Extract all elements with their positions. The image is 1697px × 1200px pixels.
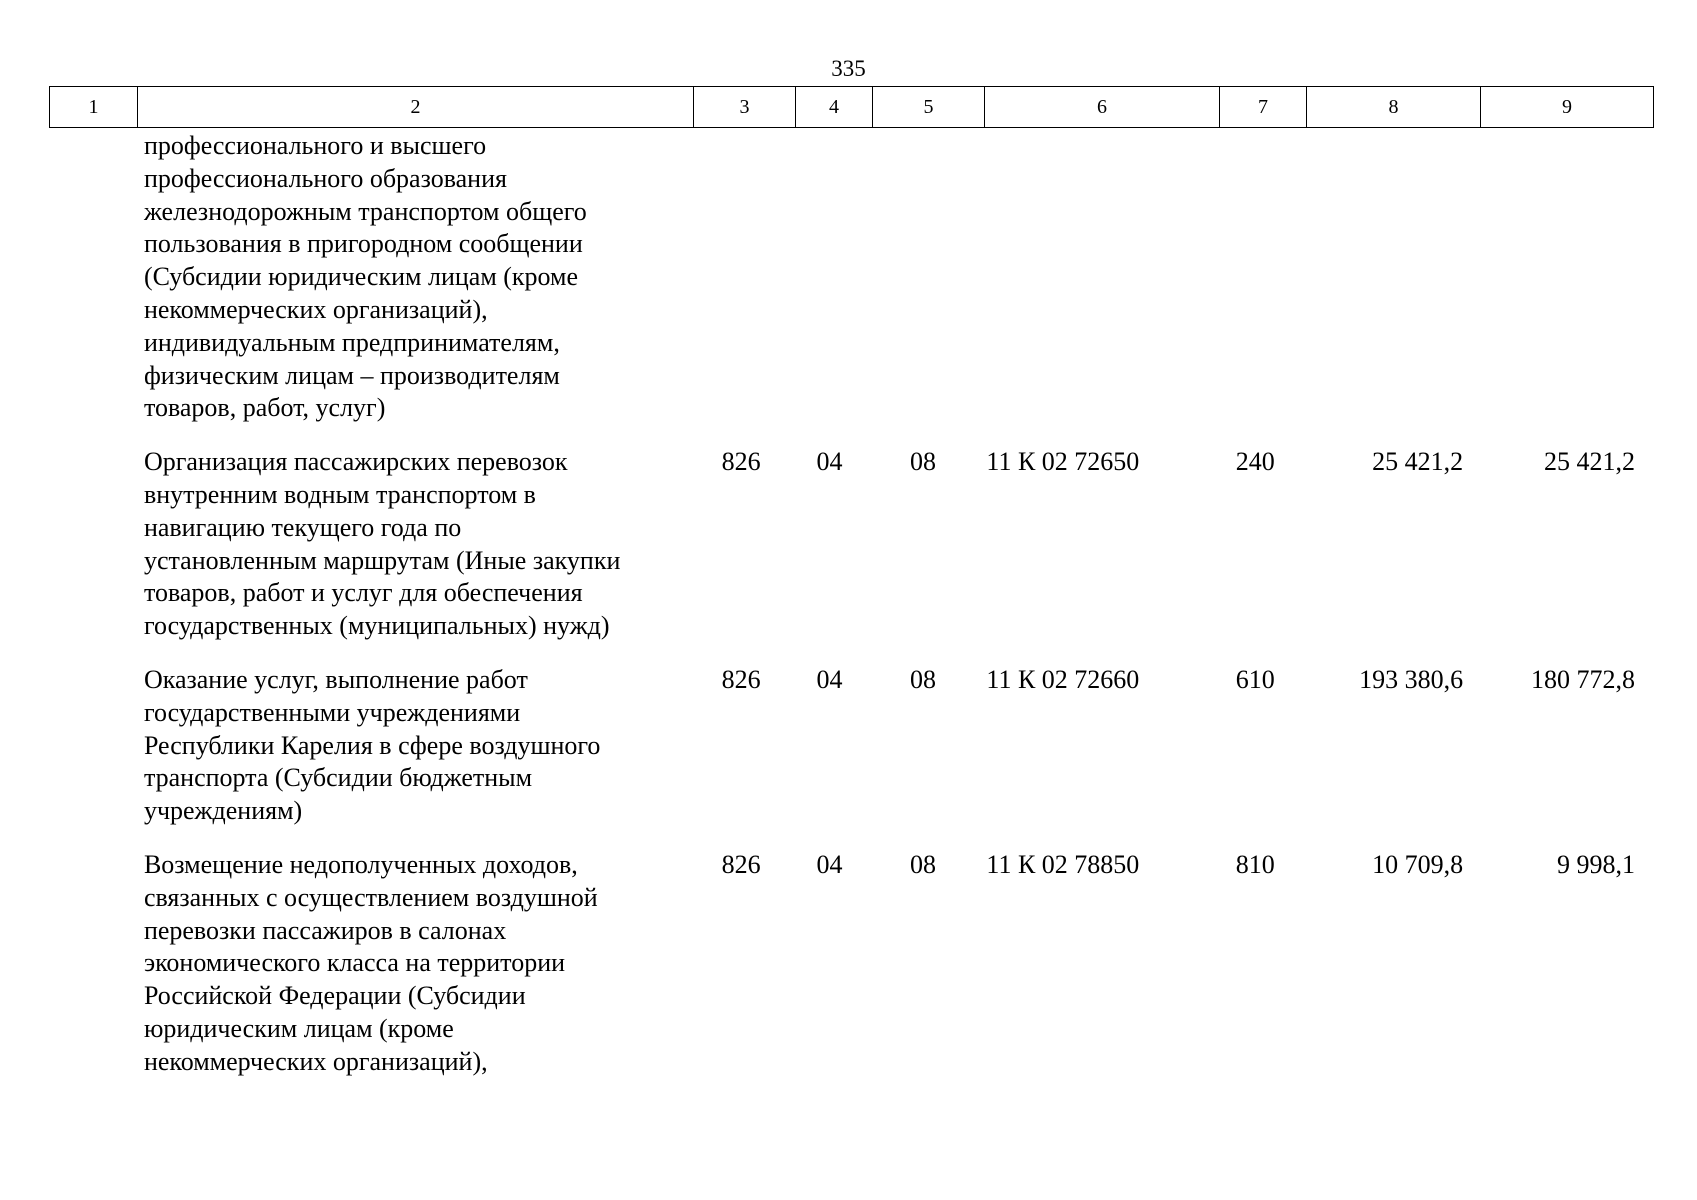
- description-line: пользования в пригородном сообщении: [143, 229, 583, 259]
- cell-target-article: 11 К 02 78850: [986, 849, 1140, 879]
- table-body: [49, 130, 1643, 1100]
- cell-amount-col-8: [1298, 130, 1471, 425]
- cell-target-article: 11 К 02 72650: [986, 447, 1140, 477]
- cell-expense-type: 810: [1235, 849, 1275, 879]
- description-line: (Субсидии юридическим лицам (кроме: [143, 262, 579, 292]
- header-col-6: 6: [985, 87, 1220, 128]
- table-row: [49, 130, 1643, 425]
- description-line: государственных (муниципальных) нужд): [143, 611, 610, 641]
- cell-expense-type: [1212, 130, 1298, 425]
- description-line: Российской Федерации (Субсидии: [143, 981, 526, 1011]
- description-line: транспорта (Субсидии бюджетным: [143, 763, 533, 793]
- cell-target-article: [978, 130, 1212, 425]
- description-line: Организация пассажирских перевозок: [143, 447, 568, 477]
- description-line: перевозки пассажиров в салонах: [143, 915, 507, 945]
- header-col-3: 3: [694, 87, 796, 128]
- cell-target-article: 11 К 02 72660: [986, 664, 1140, 694]
- cell-subsection: 08: [909, 447, 936, 477]
- cell-amount-col-9: 9 998,1: [1556, 849, 1635, 879]
- cell-ministry-code: 826: [721, 849, 761, 879]
- header-col-8: 8: [1307, 87, 1481, 128]
- cell-subsection: 08: [909, 664, 936, 694]
- description-line: юридическим лицам (кроме: [143, 1013, 454, 1043]
- description-line: установленным маршрутам (Иные закупки: [143, 545, 621, 575]
- cell-amount-col-9: 25 421,2: [1543, 447, 1635, 477]
- cell-amount-col-9: 180 772,8: [1530, 664, 1635, 694]
- description-line: физическим лицам – производителям: [143, 360, 560, 390]
- cell-description: [136, 130, 691, 425]
- description-line: учреждениям): [143, 796, 303, 826]
- description-line: профессионального и высшего: [143, 131, 487, 160]
- cell-expense-type: 610: [1235, 664, 1275, 694]
- cell-amount-col-8: 193 380,6: [1359, 664, 1464, 694]
- header-col-5: 5: [873, 87, 985, 128]
- cell-col-1: [49, 664, 136, 828]
- column-number-header: [49, 86, 1654, 128]
- cell-expense-type: 240: [1235, 447, 1275, 477]
- description-line: связанных с осуществлением воздушной: [143, 882, 598, 912]
- header-col-7: 7: [1220, 87, 1307, 128]
- header-row: [50, 87, 1654, 128]
- description-line: Возмещение недополученных доходов,: [143, 849, 578, 879]
- description-line: экономического класса на территории: [143, 948, 566, 978]
- header-col-9: 9: [1481, 87, 1654, 128]
- table-row: [49, 664, 1643, 828]
- description-line: некоммерческих организаций),: [143, 294, 488, 324]
- header-col-2: 2: [138, 87, 694, 128]
- description-line: некоммерческих организаций),: [143, 1046, 488, 1076]
- table-row: [49, 446, 1643, 643]
- header-col-4: 4: [796, 87, 873, 128]
- cell-ministry-code: 826: [721, 447, 761, 477]
- description-line: государственными учреждениями: [143, 697, 521, 727]
- cell-amount-col-9: [1471, 130, 1643, 425]
- cell-amount-col-8: 25 421,2: [1372, 447, 1464, 477]
- description-line: товаров, работ и услуг для обеспечения: [143, 578, 583, 608]
- description-line: внутренним водным транспортом в: [143, 479, 536, 509]
- description-line: Оказание услуг, выполнение работ: [143, 664, 528, 694]
- cell-description: [136, 664, 691, 828]
- header-col-1: 1: [50, 87, 138, 128]
- cell-description: [136, 446, 691, 643]
- table-row: [49, 849, 1643, 1079]
- description-line: Республики Карелия в сфере воздушного: [143, 730, 601, 760]
- description-line: профессионального образования: [143, 163, 507, 193]
- cell-col-1: [49, 130, 136, 425]
- cell-amount-col-8: 10 709,8: [1372, 849, 1464, 879]
- cell-section: 04: [816, 849, 843, 879]
- cell-section: 04: [816, 664, 843, 694]
- cell-subsection: [867, 130, 978, 425]
- cell-col-1: [49, 849, 136, 1079]
- cell-section: [792, 130, 868, 425]
- description-line: железнодорожным транспортом общего: [143, 196, 587, 226]
- cell-subsection: 08: [909, 849, 936, 879]
- cell-section: 04: [816, 447, 843, 477]
- description-line: товаров, работ, услуг): [143, 393, 386, 423]
- cell-col-1: [49, 446, 136, 643]
- cell-description: [136, 849, 691, 1079]
- description-line: индивидуальным предпринимателям,: [143, 327, 560, 357]
- description-line: навигацию текущего года по: [143, 512, 462, 542]
- cell-ministry-code: [691, 130, 792, 425]
- page-number: 335: [831, 56, 866, 81]
- cell-ministry-code: 826: [721, 664, 761, 694]
